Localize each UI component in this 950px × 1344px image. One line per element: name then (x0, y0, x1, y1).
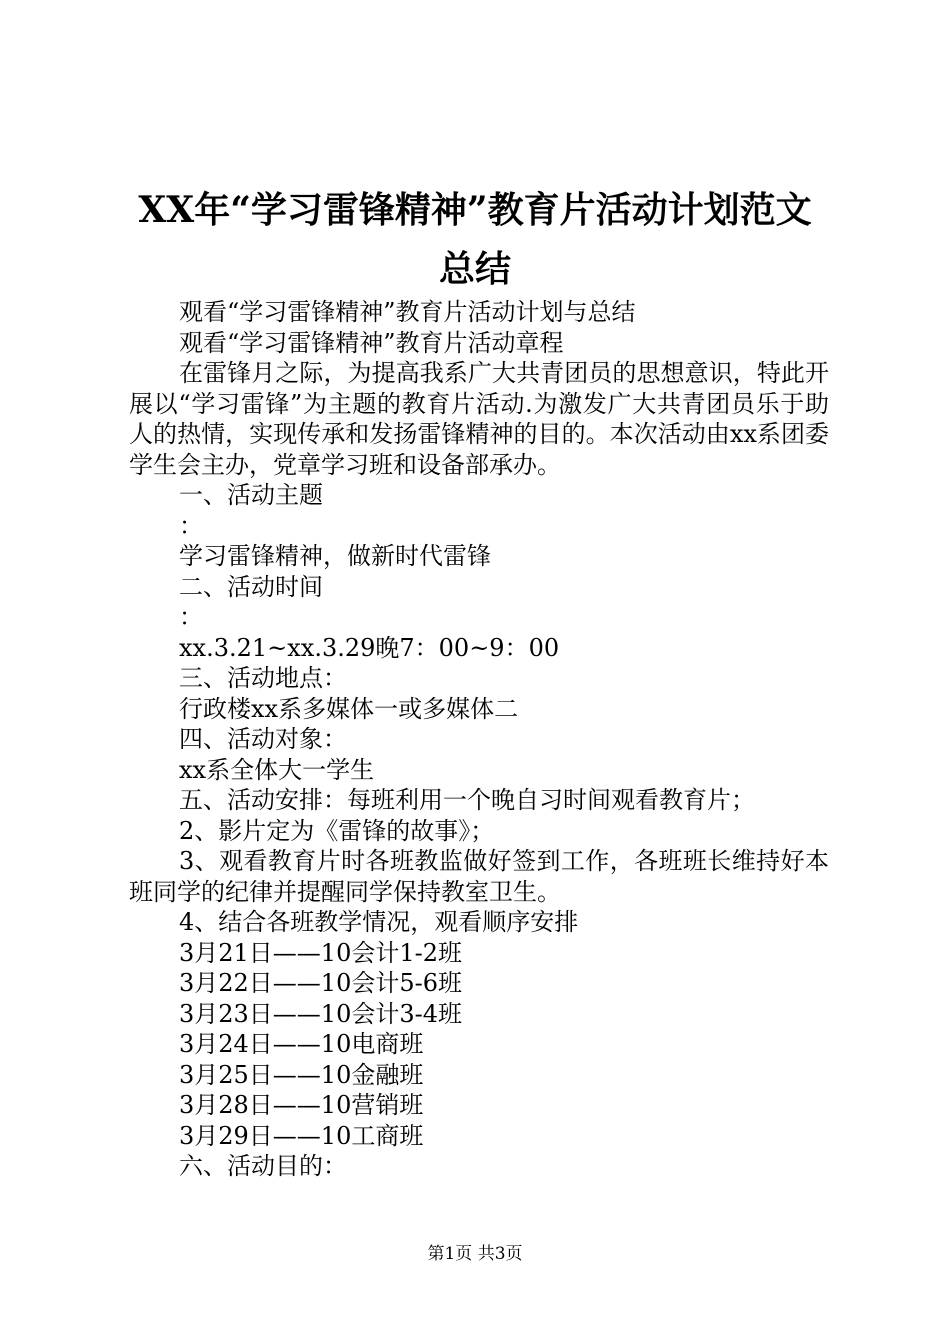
section-heading: 六、活动目的： (179, 1152, 347, 1180)
schedule-item: 3月24日——10电商班 (179, 1030, 424, 1058)
paragraph: 2、影片定为《雷锋的故事》； (179, 816, 495, 845)
schedule-item: 3月23日——10会计3-4班 (179, 999, 462, 1028)
paragraph: xx.3.21~xx.3.29晚7：00~9：00 (179, 633, 560, 662)
document-title: XX年“学习雷锋精神”教育片活动计划范文 (138, 189, 812, 231)
paragraph: 4、结合各班教学情况，观看顺序安排 (179, 908, 579, 936)
section-heading: 三、活动地点： (179, 664, 347, 692)
paragraph: 观看“学习雷锋精神”教育片活动章程 (179, 328, 564, 357)
document-body (129, 297, 829, 1182)
section-heading: 一、活动主题 (179, 481, 323, 509)
paragraph: 学习雷锋精神，做新时代雷锋 (179, 542, 491, 570)
page-footer: 第1页 共3页 (427, 1244, 523, 1264)
schedule-item: 3月22日——10会计5-6班 (179, 969, 462, 997)
section-heading: 二、活动时间 (179, 572, 323, 601)
paragraph: 3、观看教育片时各班教监做好签到工作，各班班长维持好本班同学的纪律并提醒同学保持教室卫生。 (129, 847, 829, 906)
document-title-continued: 总结 (438, 248, 511, 290)
schedule-item: 3月21日——10会计1-2班 (179, 938, 462, 967)
schedule-item: 3月28日——10营销班 (179, 1091, 424, 1119)
paragraph: ： (179, 603, 203, 631)
paragraph: xx系全体大一学生 (179, 755, 375, 784)
schedule-item: 3月25日——10金融班 (179, 1060, 424, 1089)
paragraph: 行政楼xx系多媒体一或多媒体二 (179, 694, 519, 723)
schedule-item: 3月29日——10工商班 (179, 1121, 424, 1150)
paragraph: 观看“学习雷锋精神”教育片活动计划与总结 (179, 298, 636, 326)
paragraph: 在雷锋月之际，为提高我系广大共青团员的思想意识，特此开展以“学习雷锋”为主题的教育片活动.为激发广大共青团员乐于助人的热情，实现传承和发扬雷锋精神的目的。本次活动由xx系团委学生会主办，党章学习班和设备部承办。 (129, 359, 829, 479)
section-heading: 五、活动安排：每班利用一个晚自习时间观看教育片； (179, 786, 755, 814)
paragraph: ： (179, 511, 203, 540)
section-heading: 四、活动对象： (179, 725, 347, 753)
